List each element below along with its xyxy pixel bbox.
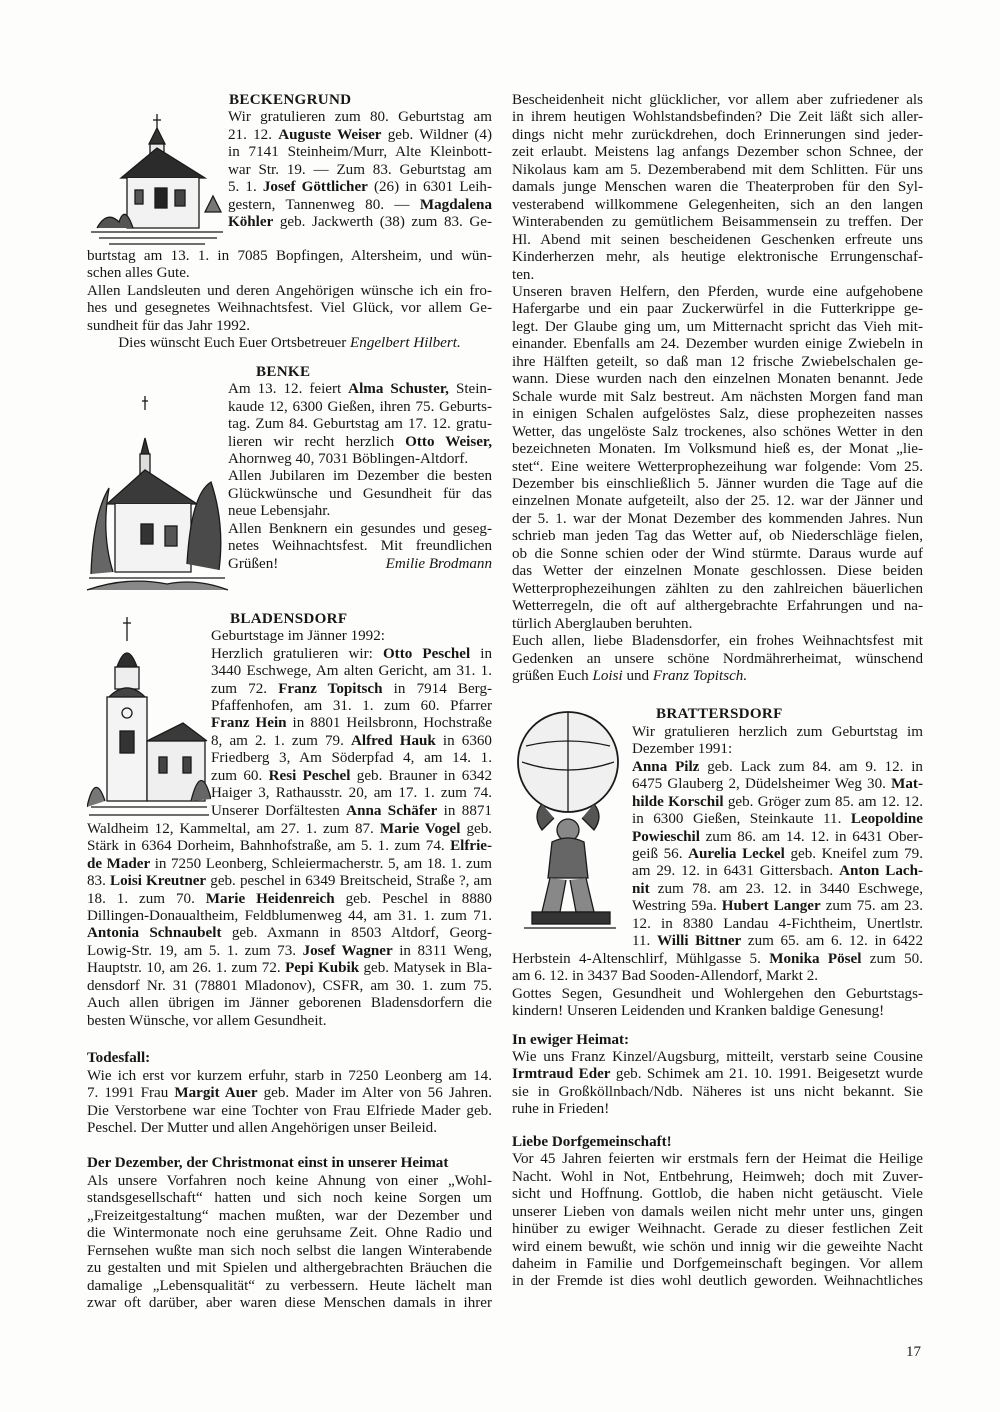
dezember-text [87, 1173, 492, 1313]
text-line: 21. 12. Auguste Weiser geb. Wildner (4) [228, 126, 492, 143]
section-dorfgemeinschaft [512, 1134, 923, 1291]
brattersdorf-heading: BRATTERSDORF [656, 706, 783, 723]
dorfgemeinschaft-text [512, 1151, 923, 1291]
beckengrund-wrapped-text [228, 109, 492, 231]
text-line: Hauptstr. 10, am 26. 1. zum 72. Pepi Kubik geb. Matysek in Bla- [87, 960, 492, 977]
text-line: Als unsere Vorfahren noch keine Ahnung von einer „Wohl- [87, 1172, 492, 1189]
text-line: Wir gratulieren herzlich zum Geburtstag im [632, 723, 923, 740]
text-line: Wetterregeln, die oft auf althergebrachte Erfahrungen und na- [512, 598, 923, 615]
text-line: Wir gratulieren zum 80. Geburtstag am [228, 109, 492, 126]
text-line: damals junge Menschen waren die Theaterproben für den Syl- [512, 179, 923, 196]
text-line: Schale wurde mit Salz bestreut. Am nächsten Morgen fand man [512, 388, 923, 405]
text-line: Franz Hein in 8801 Heilsbronn, Hochstraße [211, 715, 492, 732]
text-line: kindern! Unseren Leidenden und Kranken baldige Genesung! [512, 1003, 885, 1020]
text-line: Kinderherzen mehr, als heutige elektronische Errungenschaf- [512, 249, 923, 266]
text-line: gestern, Tannenweg 80. — Magdalena [228, 196, 492, 213]
text-line: Winterabenden zu gemütlichem Beisammensein zu treffen. Der [512, 214, 923, 231]
text-line: besten Wünsche, vor allem Gesundheit. [87, 1012, 327, 1029]
text-line: hinüber zu ewiger Weihnacht. Gerade zu dieser festlichen Zeit [512, 1221, 923, 1238]
bladensdorf-wrapped-text [211, 628, 492, 820]
dezember-heading: Der Dezember, der Christmonat einst in unserer Heimat [87, 1155, 449, 1172]
text-line: Pfaffenhofen, am 31. 1. zum 60. Pfarrer [211, 697, 492, 714]
text-line: der 5. 1. war der Monat Dezember des kommenden Jahres. Nun [512, 510, 923, 527]
text-line: war Str. 19. — Zum 83. Geburtstag am [228, 161, 492, 178]
text-line: ihre Hälften geteilt, so daß man 12 frische Zwiebelschalen ge- [512, 353, 923, 370]
text-line: burtstag am 13. 1. in 7085 Bopfingen, Altersheim, und wün- [87, 248, 492, 264]
text-line: bezeichneten Monaten. Im Volksmund hieß es, der Monat „lie- [512, 441, 923, 458]
text-line: schrieb man jeden Tag das Wetter auf, ob Niederschläge fielen, [512, 528, 923, 545]
text-line: Allen Jubilaren im Dezember die besten [228, 468, 492, 485]
text-line: Waldheim 12, Kammeltal, am 27. 1. zum 87. Marie Vogel geb. [87, 820, 492, 837]
text-line: Euch allen, liebe Bladensdorfer, ein frohes Weihnachtsfest mit [512, 633, 923, 650]
text-line: Allen Benknern ein gesundes und geseg- [228, 520, 492, 537]
text-line: Allen Landsleuten und deren Angehörigen wünsche ich ein fro- [87, 282, 492, 299]
text-line: legt. Der Glaube ging um, um Mitternacht spricht das Vieh mit- [512, 318, 923, 335]
text-line: am 6. 12. in 3437 Bad Sooden-Allendorf, Markt 2. [512, 968, 819, 985]
benke-signature: Emilie Brodmann [385, 555, 492, 572]
text-line: zeit erlaubt. Meistens lag anfangs Dezember schon Schnee, der [512, 144, 923, 161]
text-line: netes Weihnachtsfest. Mit freundlichen [228, 538, 492, 555]
text-line: lieren wir recht herzlich Otto Weiser, [228, 433, 492, 450]
text-line: Hafergarbe und ein paar Zuckerwürfel in die Futterkrippe ge- [512, 301, 923, 318]
text-line: am 29. 12. in 6431 Gittersbach. Anton Lach- [632, 863, 923, 880]
text-line: densdorf Nr. 31 (78801 Mladonov), CSFR, am 30. 1. zum 75. [87, 977, 492, 994]
brattersdorf-wrapped-text [632, 724, 923, 951]
todesfall-heading: Todesfall: [87, 1050, 151, 1067]
section-ewige-heimat [512, 1032, 923, 1119]
text-line: sie in Großköllnbach/Ndb. Näheres ist uns nicht bekannt. Sie [512, 1083, 923, 1100]
benke-wrapped-text [228, 381, 492, 556]
text-line: wird einem bewußt, wie schön und innig wir die geweihte Nacht [512, 1238, 923, 1255]
text-line: damalige „Lebensqualität“ zu verbessern. Heute lächelt man [87, 1277, 492, 1294]
text-line: Nacht. Wohl in Not, Entbehrung, Heimweh; doch mit Zuver- [512, 1168, 923, 1185]
text-line: in 7141 Steinheim/Murr, Alte Kleinbott- [228, 144, 492, 161]
text-line: Fernsehen wußte man sich noch selbst die langen Winterabende [87, 1242, 492, 1259]
text-line: Gottes Segen, Gesundheit und Wohlergehen den Geburtstags- [512, 985, 923, 1002]
text-line: sundheit für das Jahr 1992. [87, 317, 251, 334]
ewige-heimat-text [512, 1049, 923, 1119]
text-line: standsgesellschaft“ hatten und sich noch keine Sorgen um [87, 1190, 492, 1207]
text-line: zum 60. Resi Peschel geb. Brauner in 6342 [211, 767, 492, 784]
text-line: Wie ich erst vor kurzem erfuhr, starb in 7250 Leonberg am 14. [87, 1067, 492, 1084]
church-bladensdorf-illustration [87, 611, 211, 821]
section-bladensdorf [87, 611, 492, 1030]
text-line: Unserer Dorfältesten Anna Schäfer in 8871 [211, 802, 492, 819]
text-line: Nikolaus kam am 5. Dezemberabend mit dem Schlitten. Für uns [512, 161, 923, 178]
text-line: hilde Korschil geb. Gröger zum 85. am 12. 12. [632, 793, 923, 810]
beckengrund-signature: Dies wünscht Euch Euer Ortsbetreuer Engelbert Hilbert. [118, 335, 461, 352]
text-line: hes und gesegnetes Weihnachtsfest. Viel Glück, vor allem Ge- [87, 300, 492, 317]
dorfgemeinschaft-heading: Liebe Dorfgemeinschaft! [512, 1133, 672, 1150]
text-line: Friedberg 3, Am Söderpfad 4, am 14. 1. [211, 750, 492, 767]
section-benke [87, 364, 492, 600]
text-line: Bescheidenheit nicht glücklicher, vor allem aber zufriedener als [512, 92, 923, 108]
text-line: in 6300 Gießen, Steinkaute 11. Leopoldine [632, 811, 923, 828]
text-line: Herzlich gratulieren wir: Otto Peschel in [211, 645, 492, 662]
text-line: dings nicht mehr zurückdrehen, doch Erinnerungen sind jeder- [512, 126, 923, 143]
beckengrund-heading: BECKENGRUND [229, 92, 352, 108]
text-line: vesterabend willkommene Gelegenheiten, sich an den langen [512, 196, 923, 213]
text-line: wann. Diese wurden nach den einzelnen Monaten benannt. Jede [512, 371, 923, 388]
text-line: Auch allen übrigen im Jänner geborenen Bladensdorfern die [87, 995, 492, 1012]
text-line: Lowig-Str. 19, am 5. 1. zum 73. Josef Wagner in 8311 Weng, [87, 942, 492, 959]
text-line: 5. 1. Josef Göttlicher (26) in 6301 Leih- [228, 179, 492, 196]
text-line: in einigen Schalen aufgelöstes Salz, diese prophezeiten nasses [512, 406, 923, 423]
text-line: Die Verstorbene war eine Tochter von Frau Elfriede Mader geb. [87, 1102, 492, 1119]
text-line: 12. in 8380 Landau 4-Fichtheim, Unertlstr. [632, 915, 923, 932]
text-line: ten. [512, 266, 535, 283]
section-beckengrund [87, 92, 492, 353]
bladensdorf-text [87, 821, 492, 1030]
text-line: de Mader in 7250 Leonberg, Schleiermacherstr. 5, am 18. 1. zum [87, 855, 492, 872]
text-line: geiß 56. Aurelia Leckel geb. Kneifel zum 79. [632, 846, 923, 863]
text-line: Gedenken an unsere schöne Nordmährerheimat, wünschend [512, 650, 923, 667]
text-line: zu gestalten und mit Spielen und althergebrachten Bräuchen die [87, 1260, 492, 1277]
text-line: Vor 45 Jahren feierten wir erstmals fern der Heimat die Heilige [512, 1151, 923, 1168]
text-line: Stärk in 6364 Dorheim, Bahnhofstraße, am 5. 1. zum 74. Elfrie- [87, 838, 492, 855]
right-column [512, 92, 923, 1291]
text-line: Unseren braven Helfern, den Pferden, wurde eine aufgehobene [512, 283, 923, 300]
bladensdorf-heading: BLADENSDORF [230, 610, 348, 627]
chapel-benke-illustration [87, 364, 228, 600]
section-dezember [87, 1155, 492, 1312]
text-line: kaude 12, 6300 Gießen, ihren 75. Geburts- [228, 398, 492, 415]
text-line: Haiger 3, Rathausstr. 20, am 17. 1. zum 74. [211, 785, 492, 802]
text-line: Dezember 1991: [632, 741, 733, 758]
text-line: 3440 Eschwege, Am alten Gericht, am 31. 1. [211, 663, 492, 680]
text-line: türlich Aberglauben beruhten. [512, 615, 693, 632]
text-line: ob die Sonne schien oder der Wind stürmte. Daraus wurde auf [512, 545, 923, 562]
text-line: stet“. Eine weitere Wetterprophezeihung war folgende: Vom 25. [512, 458, 923, 475]
text-line: einzelnen Monate aufgeteilt, also der 25. 12. war der Jänner und [512, 493, 923, 510]
text-line: Hl. Abend mit seinen bescheidenen Geschenken erfreute uns [512, 231, 923, 248]
text-line: einander. Ebenfalls am 24. Dezember wurden einige Zwiebeln in [512, 336, 923, 353]
text-line: grüßen Euch Loisi und Franz Topitsch. [512, 667, 748, 684]
text-line: in ihrem heutigen Wohlstandsbefinden? Die Zeit läßt sich aller- [512, 109, 923, 126]
text-line: Köhler geb. Jackwerth (38) zum 83. Ge- [228, 214, 492, 231]
text-line: schen alles Gute. [87, 265, 190, 282]
text-line: 18. 1. zum 70. Marie Heidenreich geb. Peschel in 8880 [87, 890, 492, 907]
text-line: Antonia Schnaubelt geb. Axmann in 8503 Altdorf, Georg- [87, 925, 492, 942]
chapel-illustration [87, 92, 228, 248]
text-line: Westring 59a. Hubert Langer zum 75. am 23. [632, 898, 923, 915]
text-line: 8, am 2. 1. zum 79. Alfred Hauk in 6360 [211, 732, 492, 749]
text-line: Ahornweg 40, 7031 Böblingen-Altdorf. [228, 450, 469, 467]
text-line: Dillingen-Donaualtheim, Feldblumenweg 44, am 31. 1. zum 71. [87, 907, 492, 924]
text-line: in der Fremde ist dies wohl deutlich geworden. Weihnachtliches [512, 1273, 923, 1290]
page-number: 17 [906, 1344, 921, 1360]
text-line: die Wintermonate noch eine geruhsame Zeit. Ohne Radio und [87, 1225, 492, 1242]
text-line: 11. Willi Bittner zum 65. am 6. 12. in 6422 [632, 933, 923, 950]
benke-greeting: Grüßen! [228, 555, 279, 572]
text-line: Wetter, das ungelöste Salz trockenes, also schönes Wetter in den [512, 423, 923, 440]
text-line: Am 13. 12. feiert Alma Schuster, Stein- [228, 381, 492, 398]
text-line: Glückwünsche und Gesundheit für das [228, 485, 492, 502]
text-line: 6475 Glauberg 2, Düdelsheimer Weg 30. Mat- [632, 776, 923, 793]
text-line: Anna Pilz geb. Lack zum 84. am 9. 12. in [632, 758, 923, 775]
text-line: Irmtraud Eder geb. Schimek am 21. 10. 1991. Beigesetzt wurde [512, 1066, 923, 1083]
text-line: Dezember bis einschließlich 5. Jänner wurden die Tage auf die [512, 475, 923, 492]
text-line: unserer Lieben von damals weilen nicht mehr unter uns, gingen [512, 1203, 923, 1220]
text-line: Powieschil zum 86. am 14. 12. in 6431 Ober- [632, 828, 923, 845]
text-line: tag. Zum 84. Geburtstag am 17. 12. gratu- [228, 416, 492, 433]
text-line: ruhe in Frieden! [512, 1101, 610, 1118]
text-line: Peschel. Der Mutter und allen Angehörigen unser Beileid. [87, 1119, 438, 1136]
benke-heading: BENKE [256, 363, 311, 380]
text-line: daheim in Familie und Dorfgemeinschaft begingen. Vor allem [512, 1256, 923, 1272]
atlas-statue-illustration [512, 706, 632, 934]
left-column [87, 92, 492, 1313]
text-line: neue Lebensjahr. [228, 503, 331, 520]
text-line: 83. Loisi Kreutner geb. peschel in 6349 Breitscheid, Straße ?, am [87, 873, 492, 890]
text-line: Wie uns Franz Kinzel/Augsburg, mitteilt, verstarb seine Cousine [512, 1049, 923, 1066]
todesfall-text [87, 1068, 492, 1138]
text-line: das Wetter der einzelnen Monate geschlossen. Diese beiden [512, 563, 923, 580]
text-line: nit zum 78. am 23. 12. in 3440 Eschwege, [632, 880, 923, 897]
dezember-continued-text [512, 92, 923, 685]
text-line: zum 72. Franz Topitsch in 7914 Berg- [211, 680, 492, 697]
benke-closing [228, 556, 492, 573]
beckengrund-text [87, 248, 492, 335]
text-line: „Freizeitgestaltung“ machen mußten, war der Dezember und [87, 1207, 492, 1224]
section-todesfall [87, 1050, 492, 1137]
text-line: Geburtstage im Jänner 1992: [211, 628, 385, 645]
brattersdorf-text [512, 951, 923, 1021]
text-line: Wetterprophezeihungen zählten zu den zahlreichen bäuerlichen [512, 580, 923, 597]
text-line: Herbstein 4-Altenschlirf, Mühlgasse 5. Monika Pösel zum 50. [512, 950, 923, 967]
section-brattersdorf [512, 706, 923, 1020]
text-line: zwar oft darüber, aber waren diese Menschen damals in ihrer [87, 1295, 492, 1312]
ewige-heimat-heading: In ewiger Heimat: [512, 1031, 630, 1048]
text-line: 7. 1991 Frau Margit Auer geb. Mader im Alter von 56 Jahren. [87, 1085, 492, 1102]
text-line: sicht und Hoffnung. Gottlob, die haben nicht getäuscht. Viele [512, 1186, 923, 1203]
